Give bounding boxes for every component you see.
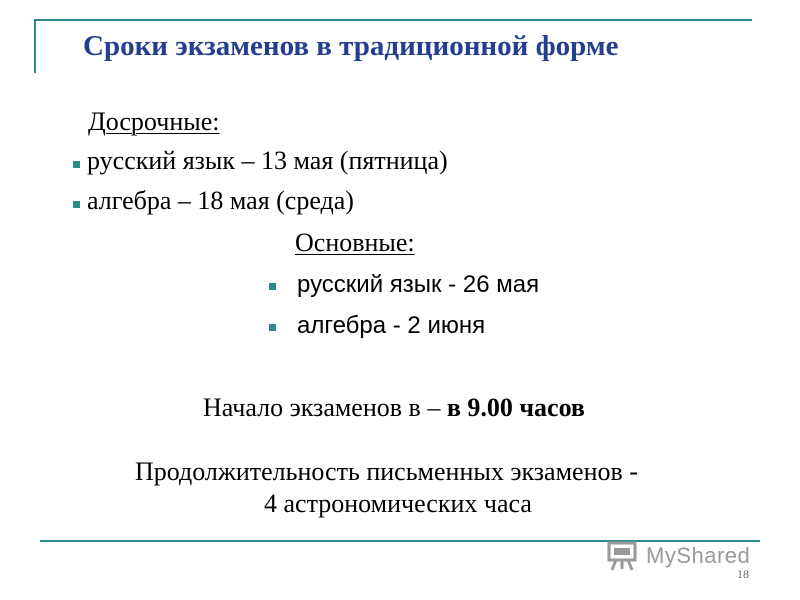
main-item-1: русский язык - 26 мая [297, 271, 540, 298]
page-number: 18 [737, 567, 749, 581]
main-item-2: алгебра - 2 июня [297, 312, 486, 339]
watermark-text: MyShared [646, 543, 751, 568]
early-heading: Досрочные: [88, 107, 220, 136]
slide-title: Сроки экзаменов в традиционной форме [83, 30, 619, 62]
bullet-icon [73, 201, 80, 208]
bullet-icon [269, 324, 276, 331]
main-heading: Основные: [295, 228, 415, 257]
bullet-icon [73, 161, 80, 168]
presentation-board-icon [606, 540, 642, 572]
top-rule [34, 19, 752, 21]
duration-line-1: Продолжительность письменных экзаменов - [135, 457, 638, 486]
start-time-line [203, 393, 585, 423]
left-rule [34, 19, 36, 73]
early-item-2: алгебра – 18 мая (среда) [87, 186, 354, 215]
duration-line-2: 4 астрономических часа [264, 489, 532, 518]
start-time: в 9.00 часов [446, 393, 585, 422]
start-prefix: Начало экзаменов в – [203, 393, 447, 422]
bullet-icon [269, 283, 276, 290]
early-item-1: русский язык – 13 мая (пятница) [87, 146, 448, 175]
